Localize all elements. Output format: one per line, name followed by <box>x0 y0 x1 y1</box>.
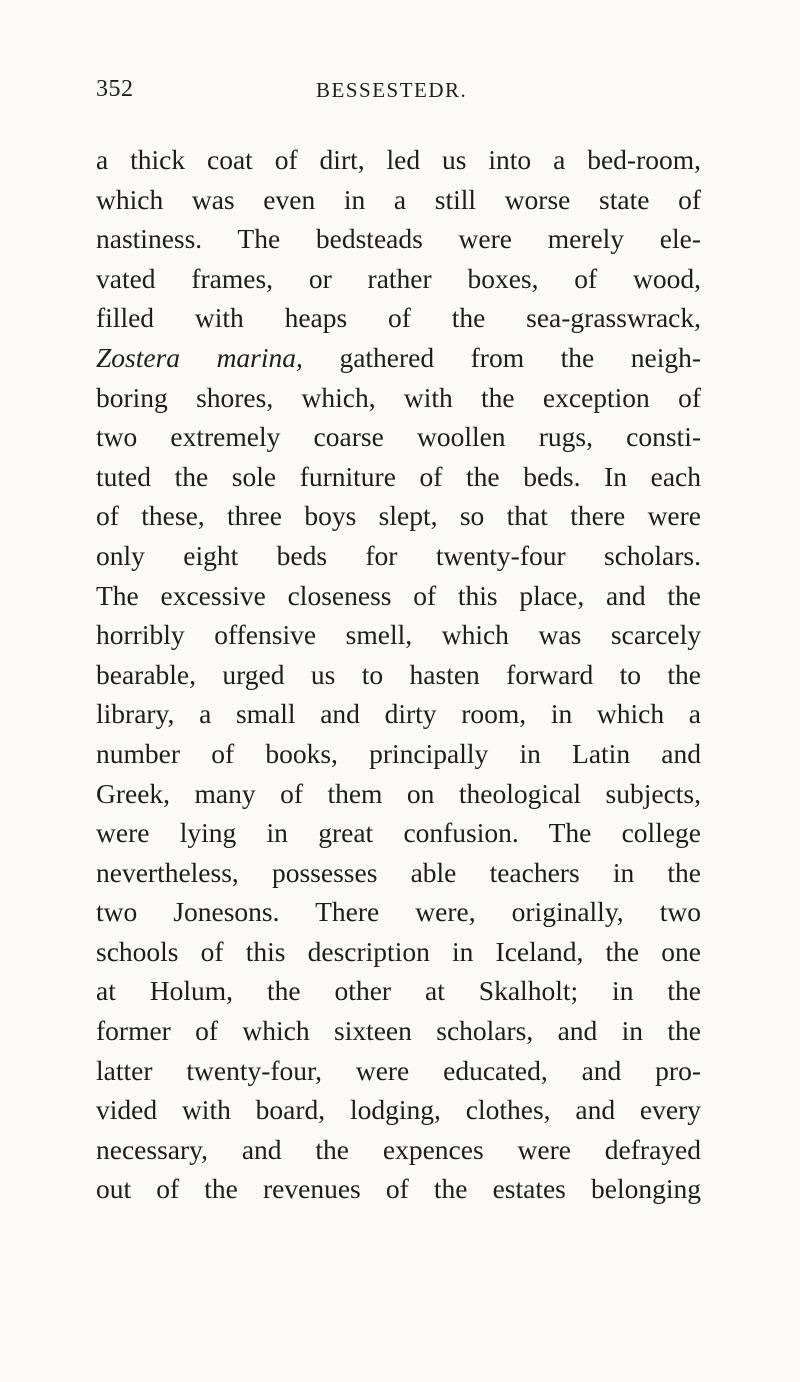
text-line: former of which sixteen scholars, and in the <box>96 1015 701 1047</box>
italic-phrase: Zostera marina, <box>96 341 303 373</box>
text-line: vided with board, lodging, clothes, and every <box>96 1094 701 1126</box>
text-line: only eight beds for twenty-four scholars. <box>96 539 701 571</box>
text-line: out of the revenues of the estates belonging <box>96 1173 701 1205</box>
text-line: necessary, and the expences were defrayed <box>96 1133 701 1165</box>
text-line: number of books, principally in Latin and <box>96 737 701 769</box>
text-line: nevertheless, possesses able teachers in the <box>96 856 701 888</box>
text-line: a thick coat of dirt, led us into a bed-room, <box>96 144 701 175</box>
text-line: latter twenty-four, were educated, and pro- <box>96 1054 701 1086</box>
text-line: The excessive closeness of this place, and the <box>96 579 701 611</box>
text-line <box>96 338 701 378</box>
text-line: tuted the sole furniture of the beds. In each <box>96 460 701 492</box>
text-line: library, a small and dirty room, in which a <box>96 698 701 730</box>
text-line: of these, three boys slept, so that there were <box>96 500 701 532</box>
running-head: BESSESTEDR. <box>316 78 468 102</box>
text-line: boring shores, which, with the exception of <box>96 381 701 413</box>
body-text <box>96 140 701 1209</box>
page-header <box>96 76 716 110</box>
page-number: 352 <box>96 76 134 102</box>
text-line: nastiness. The bedsteads were merely ele- <box>96 223 701 255</box>
text-line: were lying in great confusion. The college <box>96 817 701 849</box>
text-line: at Holum, the other at Skalholt; in the <box>96 975 701 1007</box>
text-line: vated frames, or rather boxes, of wood, <box>96 262 701 294</box>
text-line: two extremely coarse woollen rugs, consti- <box>96 421 701 453</box>
text-line: schools of this description in Iceland, the one <box>96 935 701 967</box>
text-line: filled with heaps of the sea-grasswrack, <box>96 302 701 334</box>
line-continuation: gathered from the neigh- <box>339 341 701 373</box>
text-line: Greek, many of them on theological subjects, <box>96 777 701 809</box>
text-line: two Jonesons. There were, originally, two <box>96 896 701 928</box>
text-line: bearable, urged us to hasten forward to the <box>96 658 701 690</box>
text-line: horribly offensive smell, which was scarcely <box>96 619 701 651</box>
text-line: which was even in a still worse state of <box>96 183 701 215</box>
